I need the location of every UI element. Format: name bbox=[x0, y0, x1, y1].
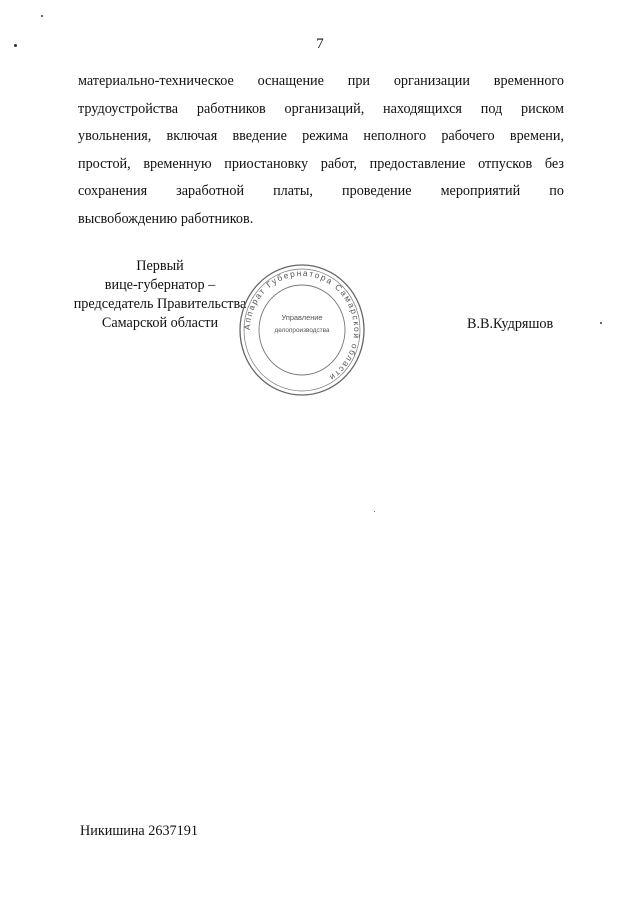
body-paragraph bbox=[78, 68, 564, 234]
scan-speck bbox=[600, 322, 602, 324]
executor-contact: Никишина 2637191 bbox=[80, 823, 198, 839]
body-line: сохранения заработной платы, проведение мероприятий по bbox=[78, 183, 564, 200]
scan-speck bbox=[41, 15, 43, 17]
body-line: простой, временную приостановку работ, предоставление отпусков без bbox=[78, 155, 564, 172]
scan-speck bbox=[374, 511, 375, 512]
signer-name: В.В.Кудряшов bbox=[467, 316, 554, 332]
body-line: высвобождению работников. bbox=[78, 210, 254, 227]
body-line: трудоустройства работников организаций, находящихся под риском bbox=[78, 100, 564, 117]
body-line: материально-техническое оснащение при организации временного bbox=[78, 73, 564, 89]
page-number: 7 bbox=[316, 36, 324, 52]
seal-outer-text: Аппарат Губернатора Самарской области bbox=[241, 267, 363, 384]
seal-center-line: делопроизводства bbox=[274, 327, 330, 334]
seal-center-line: Управление bbox=[281, 313, 323, 322]
official-seal bbox=[237, 262, 367, 398]
body-line: увольнения, включая введение режима неполного рабочего времени, bbox=[78, 128, 564, 145]
scan-speck bbox=[14, 44, 17, 47]
signer-title: Первый вице-губернатор – председатель Правительства Самарской области bbox=[73, 258, 247, 331]
